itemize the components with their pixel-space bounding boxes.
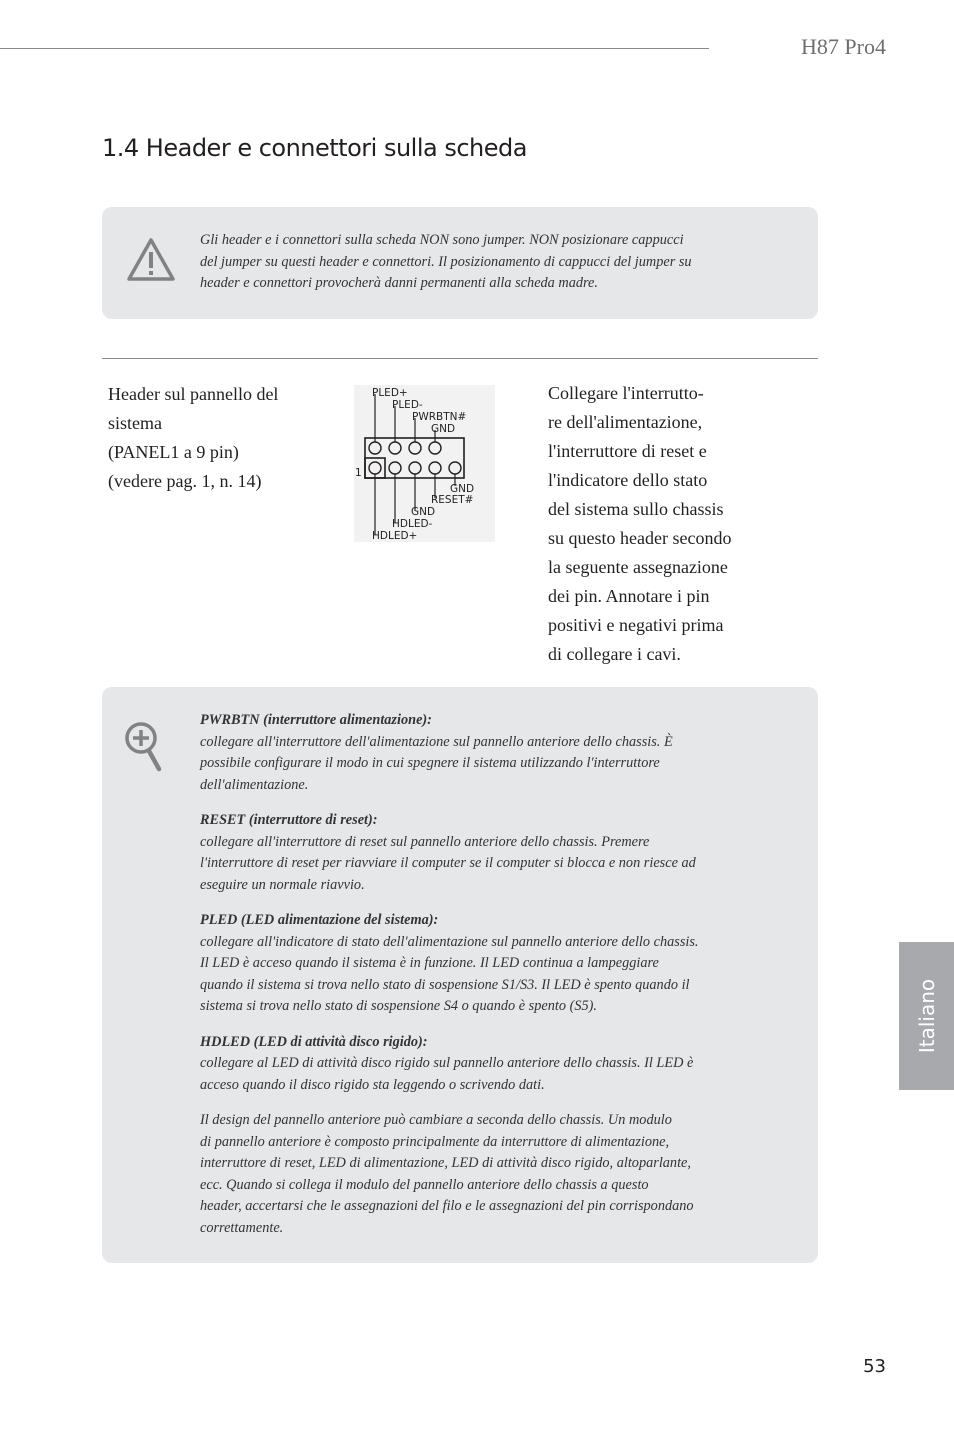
note-term: PLED (LED alimentazione del sistema): [200,912,439,928]
pin-label: HDLED+ [372,530,418,542]
note-box [102,687,818,1263]
pin-label: RESET# [431,494,474,506]
section-divider [102,358,818,359]
language-tab [899,942,954,1090]
note-line: header, accertarsi che le assegnazioni del filo e le assegnazioni del pin corrispondano [200,1198,694,1214]
model-name: H87 Pro4 [801,34,886,59]
section-title: 1.4 Header e connettori sulla scheda [102,134,527,162]
pin1-label: 1 [355,467,362,479]
language-tab-label: Italiano [914,978,939,1054]
page-number: 53 [863,1356,886,1377]
description-line: di collegare i cavi. [548,644,681,664]
note-line: l'interruttore di reset per riavviare il computer se il computer si blocca e non riesce ad [200,855,696,871]
note-line: correttamente. [200,1219,284,1236]
pin-circle [429,462,441,474]
note-line: di pannello anteriore è composto principalmente da interruttore di alimentazione, [200,1133,670,1150]
note-line: eseguire un normale riavvio. [200,876,365,893]
pin-circle [389,442,401,454]
note-term: HDLED (LED di attività disco rigido): [200,1033,428,1050]
note-line: interruttore di reset, LED di alimentazione, LED di attività disco rigido, altoparlante, [200,1155,691,1171]
header-rule [0,48,709,49]
note-line: collegare all'interruttore di reset sul pannello anteriore dello chassis. Premere [200,833,650,850]
panel1-pin-diagram [354,385,495,542]
pin-circle [369,442,381,454]
pin-label: PLED- [392,399,423,411]
pin-label: GND [431,423,456,435]
note-term: PWRBTN (interruttore alimentazione): [200,712,432,728]
pin-label: PLED+ [372,387,408,399]
description-line: positivi e negativi prima [548,615,724,635]
pin-label: GND [450,483,475,495]
description-line: l'indicatore dello stato [548,470,708,490]
warning-box [102,207,818,319]
pin-circle [429,442,441,454]
panel-label-line: sistema [108,413,162,433]
note-line: dell'alimentazione. [200,776,309,793]
note-line: sistema si trova nello stato di sospensione S4 o quando è spento (S5). [200,998,597,1014]
pin-label: GND [411,506,436,518]
note-item-reset [200,810,760,896]
note-term: RESET (interruttore di reset): [200,812,378,828]
note-content [200,710,760,1253]
note-line: possibile configurare il modo in cui spegnere il sistema utilizzando l'interruttore [200,755,660,771]
warning-line: del jumper su questi header e connettori. Il posizionamento di cappucci del jumper su [200,253,692,270]
note-item-pwrbtn [200,710,760,796]
note-item-design [200,1110,760,1239]
description-line: la seguente assegnazione [548,557,728,577]
note-line: collegare all'interruttore dell'alimentazione sul pannello anteriore dello chassis. È [200,733,673,750]
pin-diagram-svg [354,385,495,542]
note-line: acceso quando il disco rigido sta leggendo o scrivendo dati. [200,1076,545,1093]
pin-circle [389,462,401,474]
panel-header-label [108,380,328,496]
panel-label-line: Header sul pannello del [108,384,279,404]
note-line: ecc. Quando si collega il modulo del pannello anteriore dello chassis a questo [200,1176,649,1193]
description-line: Collegare l'interrutto- [548,383,704,403]
pin-label: HDLED- [392,518,433,530]
warning-line: Gli header e i connettori sulla scheda NON sono jumper. NON posizionare cappucci [200,232,684,248]
note-line: Il design del pannello anteriore può cambiare a seconda dello chassis. Un modulo [200,1112,672,1128]
pin-circle [409,442,421,454]
description-line: re dell'alimentazione, [548,412,703,432]
warning-triangle-icon [126,237,176,283]
warning-text [200,230,760,295]
pin-circle [409,462,421,474]
magnifier-plus-icon [124,721,164,773]
description-line: dei pin. Annotare i pin [548,586,710,606]
note-line: collegare al LED di attività disco rigido sul pannello anteriore dello chassis. Il LED è [200,1055,694,1071]
note-line: collegare all'indicatore di stato dell'alimentazione sul pannello anteriore dello chassis. [200,933,699,950]
panel-label-line: (PANEL1 a 9 pin) [108,442,239,462]
panel-label-line: (vedere pag. 1, n. 14) [108,471,262,491]
panel-header-description [548,379,768,669]
description-line: l'interruttore di reset e [548,441,707,461]
pin-label: PWRBTN# [412,411,467,423]
pin-circle [449,462,461,474]
note-line: quando il sistema si trova nello stato di sospensione S1/S3. Il LED è spento quando il [200,976,690,993]
note-item-hdled [200,1032,760,1097]
note-line: Il LED è acceso quando il sistema è in funzione. Il LED continua a lampeggiare [200,955,659,971]
pin-circle [369,462,381,474]
warning-line: header e connettori provocherà danni permanenti alla scheda madre. [200,275,598,291]
note-item-pled [200,910,760,1018]
description-line: su questo header secondo [548,528,732,548]
description-line: del sistema sullo chassis [548,499,724,519]
